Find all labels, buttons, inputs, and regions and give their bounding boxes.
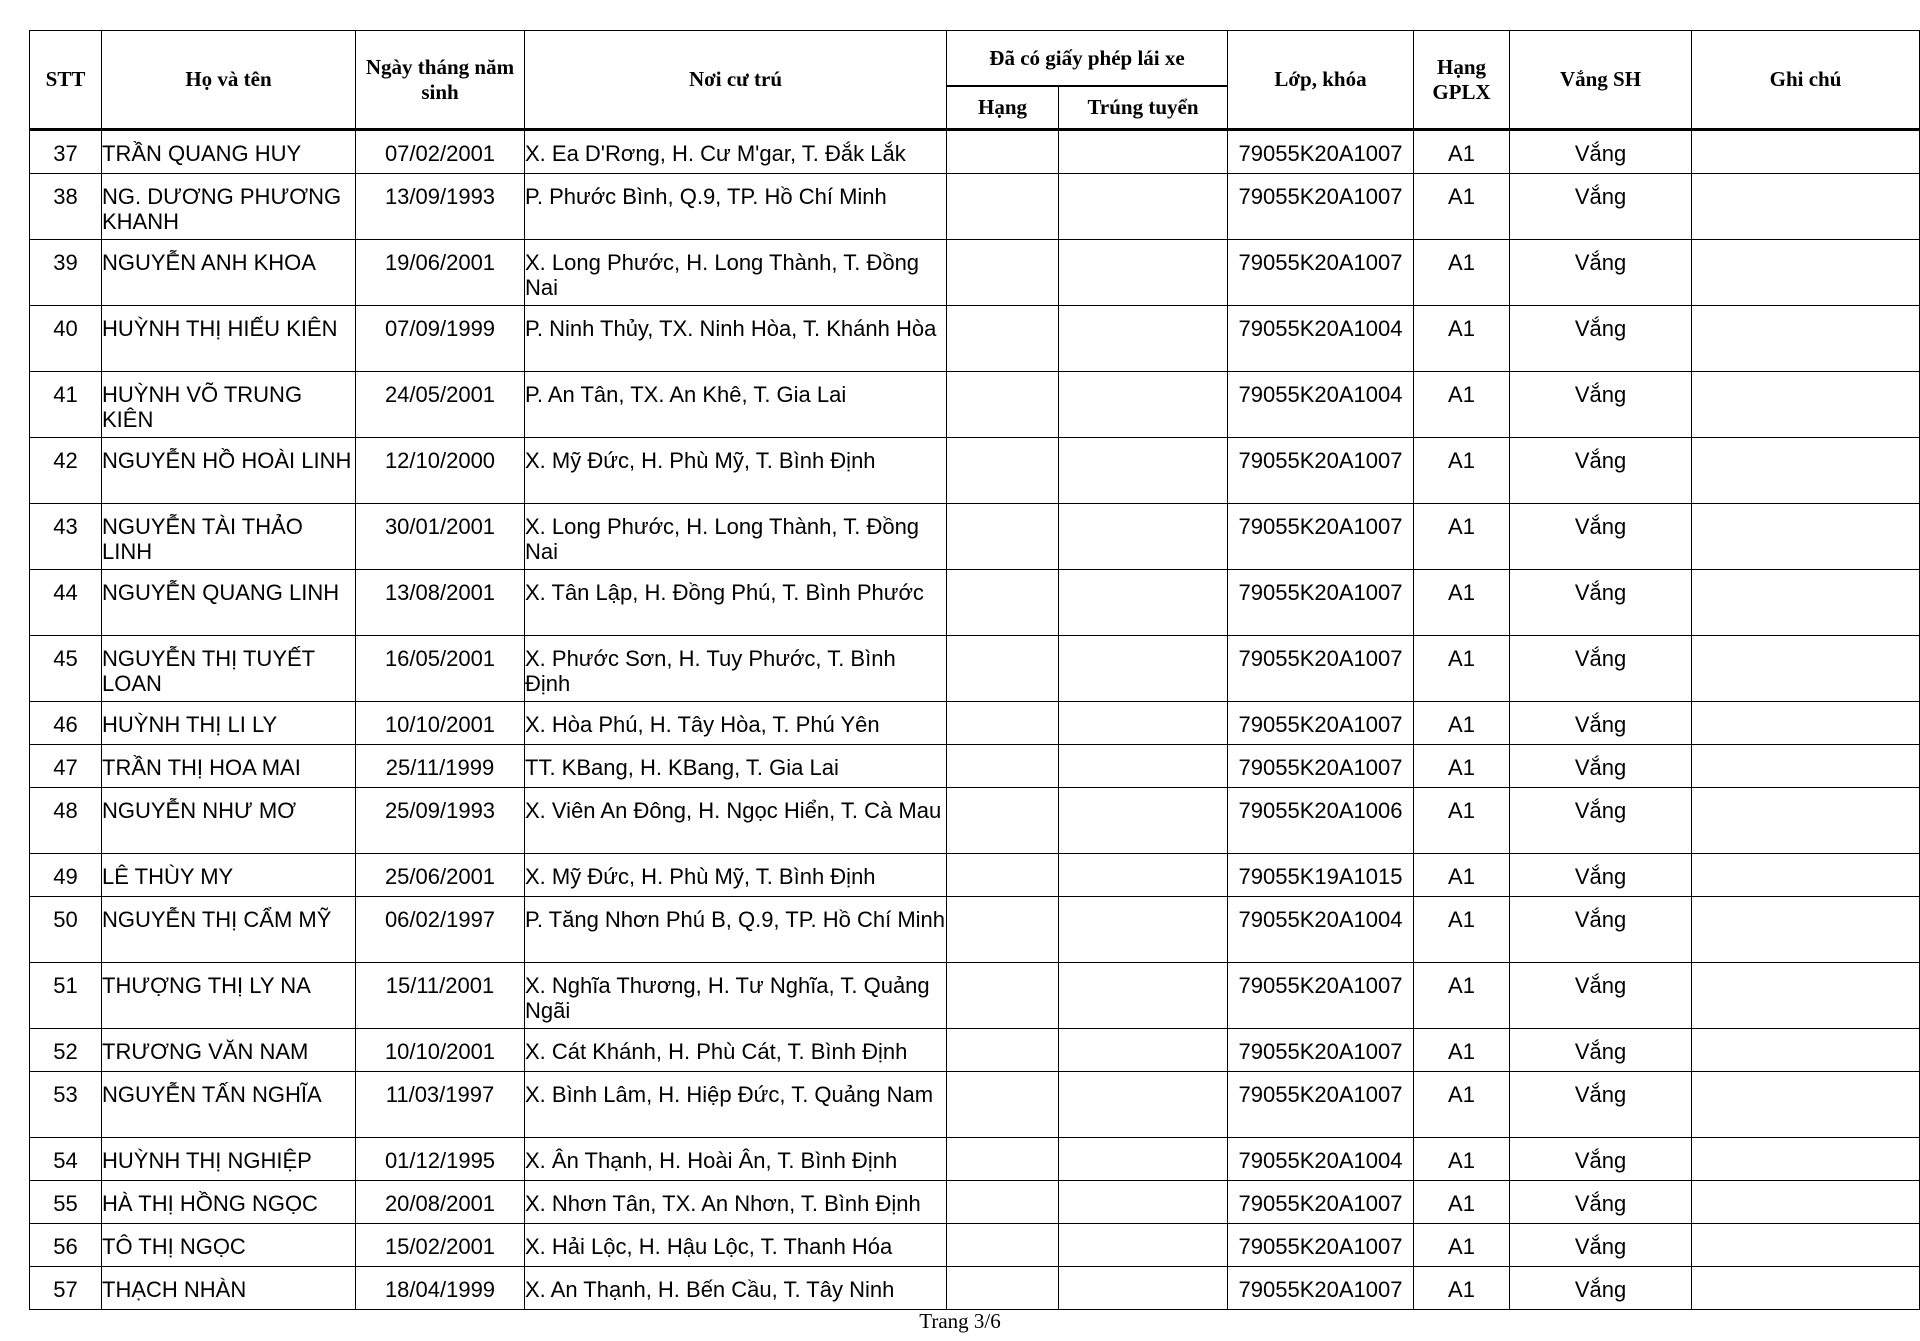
cell-note (1692, 745, 1920, 788)
cell-gplx: A1 (1414, 570, 1510, 636)
cell-dob: 12/10/2000 (356, 438, 525, 504)
cell-license-passed (1059, 306, 1228, 372)
cell-gplx: A1 (1414, 854, 1510, 897)
cell-license-rank (947, 963, 1059, 1029)
cell-address: TT. KBang, H. KBang, T. Gia Lai (525, 745, 947, 788)
cell-address: X. Hải Lộc, H. Hậu Lộc, T. Thanh Hóa (525, 1224, 947, 1267)
cell-gplx: A1 (1414, 897, 1510, 963)
cell-license-passed (1059, 1072, 1228, 1138)
cell-class: 79055K20A1007 (1228, 570, 1414, 636)
cell-dob: 11/03/1997 (356, 1072, 525, 1138)
cell-gplx: A1 (1414, 745, 1510, 788)
cell-absent: Vắng (1510, 438, 1692, 504)
cell-license-rank (947, 1267, 1059, 1310)
cell-license-rank (947, 130, 1059, 174)
cell-gplx: A1 (1414, 174, 1510, 240)
cell-license-passed (1059, 372, 1228, 438)
cell-license-passed (1059, 788, 1228, 854)
cell-address: X. Cát Khánh, H. Phù Cát, T. Bình Định (525, 1029, 947, 1072)
cell-address: P. Phước Bình, Q.9, TP. Hồ Chí Minh (525, 174, 947, 240)
cell-address: X. Viên An Đông, H. Ngọc Hiển, T. Cà Mau (525, 788, 947, 854)
cell-gplx: A1 (1414, 504, 1510, 570)
cell-gplx: A1 (1414, 702, 1510, 745)
cell-class: 79055K20A1007 (1228, 174, 1414, 240)
cell-note (1692, 1224, 1920, 1267)
cell-dob: 25/11/1999 (356, 745, 525, 788)
header-license-passed: Trúng tuyển (1059, 86, 1228, 130)
cell-license-rank (947, 636, 1059, 702)
cell-note (1692, 1029, 1920, 1072)
cell-class: 79055K20A1004 (1228, 306, 1414, 372)
cell-dob: 06/02/1997 (356, 897, 525, 963)
cell-license-rank (947, 1181, 1059, 1224)
cell-dob: 13/08/2001 (356, 570, 525, 636)
table-row (30, 897, 1920, 963)
cell-gplx: A1 (1414, 372, 1510, 438)
cell-address: X. Bình Lâm, H. Hiệp Đức, T. Quảng Nam (525, 1072, 947, 1138)
cell-class: 79055K20A1007 (1228, 1029, 1414, 1072)
cell-stt: 46 (30, 702, 102, 745)
cell-dob: 15/11/2001 (356, 963, 525, 1029)
cell-absent: Vắng (1510, 1138, 1692, 1181)
cell-stt: 40 (30, 306, 102, 372)
cell-note (1692, 1138, 1920, 1181)
header-license-rank: Hạng (947, 86, 1059, 130)
cell-dob: 24/05/2001 (356, 372, 525, 438)
cell-dob: 15/02/2001 (356, 1224, 525, 1267)
cell-absent: Vắng (1510, 897, 1692, 963)
cell-absent: Vắng (1510, 174, 1692, 240)
cell-license-passed (1059, 745, 1228, 788)
table-row (30, 1224, 1920, 1267)
cell-license-rank (947, 306, 1059, 372)
cell-license-rank (947, 504, 1059, 570)
cell-name: NGUYỄN THỊ TUYẾT LOAN (102, 636, 356, 702)
cell-license-rank (947, 854, 1059, 897)
cell-name: NGUYỄN QUANG LINH (102, 570, 356, 636)
cell-license-passed (1059, 174, 1228, 240)
cell-class: 79055K20A1007 (1228, 130, 1414, 174)
cell-stt: 37 (30, 130, 102, 174)
cell-stt: 56 (30, 1224, 102, 1267)
cell-gplx: A1 (1414, 240, 1510, 306)
cell-class: 79055K20A1007 (1228, 963, 1414, 1029)
cell-dob: 18/04/1999 (356, 1267, 525, 1310)
cell-class: 79055K20A1004 (1228, 897, 1414, 963)
cell-license-passed (1059, 702, 1228, 745)
cell-license-passed (1059, 854, 1228, 897)
cell-address: P. Ninh Thủy, TX. Ninh Hòa, T. Khánh Hòa (525, 306, 947, 372)
cell-dob: 10/10/2001 (356, 1029, 525, 1072)
cell-dob: 20/08/2001 (356, 1181, 525, 1224)
cell-gplx: A1 (1414, 1138, 1510, 1181)
cell-class: 79055K20A1007 (1228, 1181, 1414, 1224)
table-row (30, 702, 1920, 745)
cell-name: HUỲNH THỊ NGHIỆP (102, 1138, 356, 1181)
cell-dob: 25/06/2001 (356, 854, 525, 897)
cell-class: 79055K20A1007 (1228, 1224, 1414, 1267)
cell-dob: 07/02/2001 (356, 130, 525, 174)
cell-address: P. Tăng Nhơn Phú B, Q.9, TP. Hồ Chí Minh (525, 897, 947, 963)
cell-address: X. Tân Lập, H. Đồng Phú, T. Bình Phước (525, 570, 947, 636)
cell-address: X. Long Phước, H. Long Thành, T. Đồng Nai (525, 504, 947, 570)
cell-gplx: A1 (1414, 1029, 1510, 1072)
cell-license-passed (1059, 130, 1228, 174)
cell-stt: 38 (30, 174, 102, 240)
header-note: Ghi chú (1692, 31, 1920, 130)
cell-absent: Vắng (1510, 372, 1692, 438)
cell-stt: 41 (30, 372, 102, 438)
cell-dob: 13/09/1993 (356, 174, 525, 240)
cell-license-passed (1059, 636, 1228, 702)
cell-license-passed (1059, 1029, 1228, 1072)
cell-note (1692, 1072, 1920, 1138)
cell-license-passed (1059, 504, 1228, 570)
cell-gplx: A1 (1414, 963, 1510, 1029)
cell-name: NGUYỄN TẤN NGHĨA (102, 1072, 356, 1138)
cell-license-passed (1059, 1224, 1228, 1267)
cell-class: 79055K20A1007 (1228, 504, 1414, 570)
document-page (29, 30, 1919, 1310)
cell-license-rank (947, 570, 1059, 636)
cell-address: X. Nhơn Tân, TX. An Nhơn, T. Bình Định (525, 1181, 947, 1224)
cell-note (1692, 1181, 1920, 1224)
cell-license-passed (1059, 1181, 1228, 1224)
cell-dob: 30/01/2001 (356, 504, 525, 570)
cell-class: 79055K20A1006 (1228, 788, 1414, 854)
cell-dob: 19/06/2001 (356, 240, 525, 306)
cell-absent: Vắng (1510, 636, 1692, 702)
table-row (30, 1029, 1920, 1072)
cell-absent: Vắng (1510, 1029, 1692, 1072)
cell-license-rank (947, 1138, 1059, 1181)
cell-absent: Vắng (1510, 570, 1692, 636)
cell-name: TRƯƠNG VĂN NAM (102, 1029, 356, 1072)
cell-stt: 48 (30, 788, 102, 854)
table-body (30, 130, 1920, 1310)
cell-name: NGUYỄN TÀI THẢO LINH (102, 504, 356, 570)
student-absence-table (29, 30, 1920, 1310)
cell-note (1692, 702, 1920, 745)
cell-absent: Vắng (1510, 504, 1692, 570)
cell-address: X. Ea D'Rơng, H. Cư M'gar, T. Đắk Lắk (525, 130, 947, 174)
cell-stt: 45 (30, 636, 102, 702)
cell-name: HUỲNH THỊ HIẾU KIÊN (102, 306, 356, 372)
cell-license-rank (947, 897, 1059, 963)
cell-absent: Vắng (1510, 1224, 1692, 1267)
table-row (30, 372, 1920, 438)
table-row (30, 504, 1920, 570)
table-row (30, 1072, 1920, 1138)
cell-absent: Vắng (1510, 1267, 1692, 1310)
cell-name: NG. DƯƠNG PHƯƠNG KHANH (102, 174, 356, 240)
header-address: Nơi cư trú (525, 31, 947, 130)
cell-license-rank (947, 1029, 1059, 1072)
cell-license-rank (947, 745, 1059, 788)
cell-address: X. Long Phước, H. Long Thành, T. Đồng Nai (525, 240, 947, 306)
cell-gplx: A1 (1414, 1072, 1510, 1138)
cell-absent: Vắng (1510, 306, 1692, 372)
page-number: Trang 3/6 (919, 1309, 1001, 1333)
table-row (30, 570, 1920, 636)
cell-name: HUỲNH VÕ TRUNG KIÊN (102, 372, 356, 438)
cell-stt: 54 (30, 1138, 102, 1181)
cell-note (1692, 1267, 1920, 1310)
table-row (30, 636, 1920, 702)
cell-class: 79055K19A1015 (1228, 854, 1414, 897)
cell-name: THƯỢNG THỊ LY NA (102, 963, 356, 1029)
table-row (30, 745, 1920, 788)
cell-note (1692, 897, 1920, 963)
cell-address: X. Hòa Phú, H. Tây Hòa, T. Phú Yên (525, 702, 947, 745)
header-gplx: Hạng GPLX (1414, 31, 1510, 130)
table-row (30, 1267, 1920, 1310)
cell-address: X. Mỹ Đức, H. Phù Mỹ, T. Bình Định (525, 438, 947, 504)
cell-name: HÀ THỊ HỒNG NGỌC (102, 1181, 356, 1224)
cell-stt: 49 (30, 854, 102, 897)
cell-absent: Vắng (1510, 745, 1692, 788)
cell-dob: 07/09/1999 (356, 306, 525, 372)
cell-gplx: A1 (1414, 788, 1510, 854)
cell-absent: Vắng (1510, 240, 1692, 306)
cell-note (1692, 438, 1920, 504)
cell-note (1692, 963, 1920, 1029)
cell-class: 79055K20A1007 (1228, 702, 1414, 745)
cell-class: 79055K20A1004 (1228, 1138, 1414, 1181)
cell-stt: 47 (30, 745, 102, 788)
cell-note (1692, 504, 1920, 570)
cell-stt: 52 (30, 1029, 102, 1072)
cell-license-rank (947, 702, 1059, 745)
cell-class: 79055K20A1007 (1228, 1267, 1414, 1310)
cell-stt: 55 (30, 1181, 102, 1224)
cell-absent: Vắng (1510, 1072, 1692, 1138)
header-absent: Vắng SH (1510, 31, 1692, 130)
cell-class: 79055K20A1007 (1228, 1072, 1414, 1138)
table-row (30, 1138, 1920, 1181)
cell-stt: 43 (30, 504, 102, 570)
cell-note (1692, 306, 1920, 372)
table-row (30, 963, 1920, 1029)
table-row (30, 1181, 1920, 1224)
header-class: Lớp, khóa (1228, 31, 1414, 130)
cell-absent: Vắng (1510, 963, 1692, 1029)
cell-name: TRẦN THỊ HOA MAI (102, 745, 356, 788)
cell-class: 79055K20A1007 (1228, 745, 1414, 788)
cell-license-passed (1059, 963, 1228, 1029)
cell-name: TÔ THỊ NGỌC (102, 1224, 356, 1267)
table-row (30, 174, 1920, 240)
cell-note (1692, 854, 1920, 897)
cell-name: TRẦN QUANG HUY (102, 130, 356, 174)
cell-note (1692, 570, 1920, 636)
cell-license-passed (1059, 1138, 1228, 1181)
cell-license-rank (947, 372, 1059, 438)
cell-note (1692, 240, 1920, 306)
cell-gplx: A1 (1414, 1181, 1510, 1224)
header-license-group: Đã có giấy phép lái xe (947, 31, 1228, 87)
table-row (30, 854, 1920, 897)
cell-gplx: A1 (1414, 636, 1510, 702)
cell-stt: 50 (30, 897, 102, 963)
cell-name: THẠCH NHÀN (102, 1267, 356, 1310)
cell-license-passed (1059, 240, 1228, 306)
cell-class: 79055K20A1007 (1228, 240, 1414, 306)
cell-class: 79055K20A1004 (1228, 372, 1414, 438)
cell-dob: 16/05/2001 (356, 636, 525, 702)
table-header (30, 31, 1920, 130)
table-row (30, 438, 1920, 504)
cell-name: NGUYỄN HỒ HOÀI LINH (102, 438, 356, 504)
cell-note (1692, 788, 1920, 854)
cell-name: LÊ THÙY MY (102, 854, 356, 897)
cell-stt: 42 (30, 438, 102, 504)
cell-dob: 01/12/1995 (356, 1138, 525, 1181)
cell-gplx: A1 (1414, 306, 1510, 372)
cell-class: 79055K20A1007 (1228, 438, 1414, 504)
cell-gplx: A1 (1414, 130, 1510, 174)
header-name: Họ và tên (102, 31, 356, 130)
cell-license-passed (1059, 1267, 1228, 1310)
table-row (30, 788, 1920, 854)
cell-stt: 51 (30, 963, 102, 1029)
cell-gplx: A1 (1414, 438, 1510, 504)
cell-note (1692, 130, 1920, 174)
cell-absent: Vắng (1510, 788, 1692, 854)
cell-address: P. An Tân, TX. An Khê, T. Gia Lai (525, 372, 947, 438)
cell-note (1692, 636, 1920, 702)
table-row (30, 130, 1920, 174)
cell-gplx: A1 (1414, 1267, 1510, 1310)
cell-absent: Vắng (1510, 130, 1692, 174)
cell-license-rank (947, 788, 1059, 854)
cell-class: 79055K20A1007 (1228, 636, 1414, 702)
cell-license-passed (1059, 438, 1228, 504)
cell-dob: 25/09/1993 (356, 788, 525, 854)
cell-note (1692, 174, 1920, 240)
cell-license-passed (1059, 897, 1228, 963)
cell-license-rank (947, 1224, 1059, 1267)
cell-gplx: A1 (1414, 1224, 1510, 1267)
cell-stt: 57 (30, 1267, 102, 1310)
cell-name: NGUYỄN ANH KHOA (102, 240, 356, 306)
cell-address: X. An Thạnh, H. Bến Cầu, T. Tây Ninh (525, 1267, 947, 1310)
table-row (30, 240, 1920, 306)
cell-address: X. Ân Thạnh, H. Hoài Ân, T. Bình Định (525, 1138, 947, 1181)
cell-name: NGUYỄN NHƯ MƠ (102, 788, 356, 854)
cell-license-passed (1059, 570, 1228, 636)
cell-license-rank (947, 1072, 1059, 1138)
cell-license-rank (947, 174, 1059, 240)
cell-stt: 39 (30, 240, 102, 306)
header-stt: STT (30, 31, 102, 130)
cell-address: X. Mỹ Đức, H. Phù Mỹ, T. Bình Định (525, 854, 947, 897)
cell-address: X. Nghĩa Thương, H. Tư Nghĩa, T. Quảng Ngãi (525, 963, 947, 1029)
cell-license-rank (947, 240, 1059, 306)
cell-address: X. Phước Sơn, H. Tuy Phước, T. Bình Định (525, 636, 947, 702)
cell-stt: 53 (30, 1072, 102, 1138)
cell-name: NGUYỄN THỊ CẨM MỸ (102, 897, 356, 963)
cell-name: HUỲNH THỊ LI LY (102, 702, 356, 745)
cell-absent: Vắng (1510, 854, 1692, 897)
cell-note (1692, 372, 1920, 438)
cell-dob: 10/10/2001 (356, 702, 525, 745)
cell-absent: Vắng (1510, 702, 1692, 745)
cell-absent: Vắng (1510, 1181, 1692, 1224)
header-dob: Ngày tháng năm sinh (356, 31, 525, 130)
cell-stt: 44 (30, 570, 102, 636)
table-row (30, 306, 1920, 372)
cell-license-rank (947, 438, 1059, 504)
